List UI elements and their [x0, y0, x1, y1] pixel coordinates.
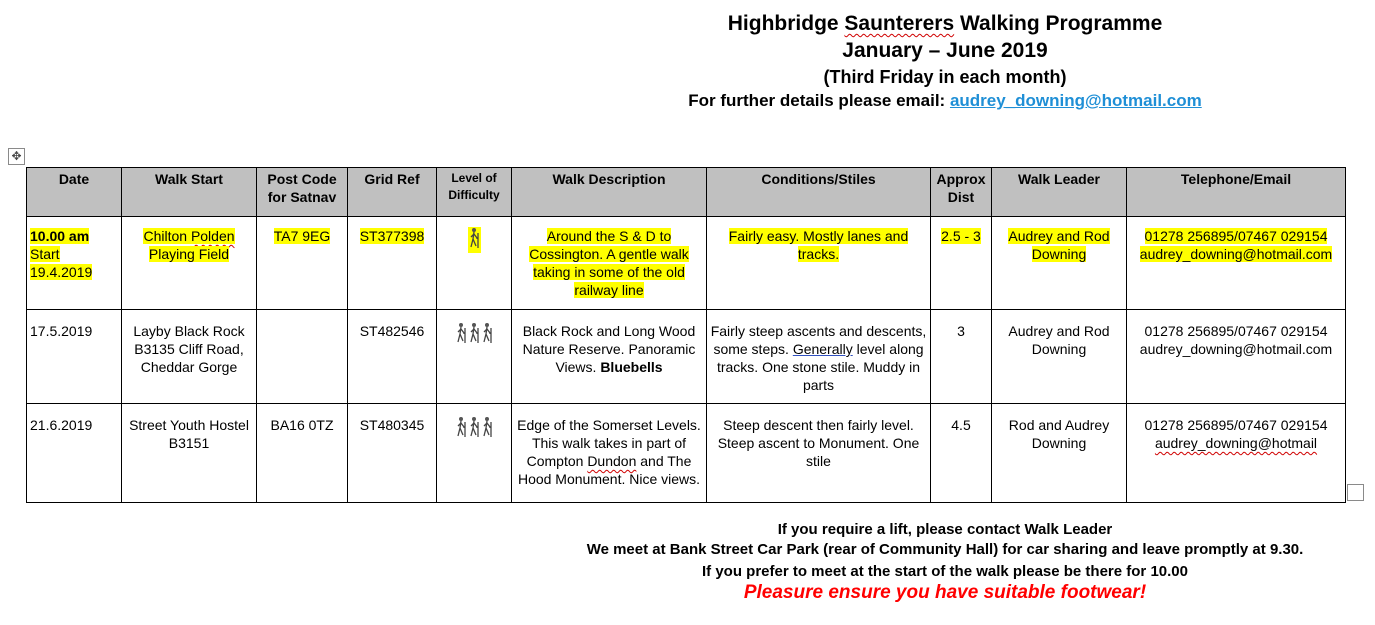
walk-start-label: Start — [30, 246, 60, 262]
table-resize-handle[interactable] — [1347, 484, 1364, 501]
email: audrey_downing@hotmail.com — [1139, 246, 1333, 262]
cell-distance: 3 — [931, 310, 992, 404]
phone: 01278 256895/07467 029154 — [1144, 228, 1328, 244]
difficulty-rating — [455, 322, 494, 348]
col-header-walk-start: Walk Start — [122, 168, 257, 217]
walk-start-part: Polden — [190, 228, 235, 244]
walk-start-part: B3151 — [168, 435, 210, 451]
col-header-description: Walk Description — [512, 168, 707, 217]
cell-distance — [931, 217, 992, 310]
cell-leader — [992, 217, 1127, 310]
title-prefix: Highbridge — [727, 12, 845, 35]
start-note: If you prefer to meet at the start of the walk please be there for 10.00 — [702, 563, 1188, 580]
phone: 01278 256895/07467 029154 — [1144, 417, 1328, 433]
cell-difficulty — [437, 404, 512, 503]
walker-icon — [455, 331, 468, 347]
cell-conditions: Steep descent then fairly level. Steep ascent to Monument. One stile — [707, 404, 931, 503]
distance: 2.5 - 3 — [941, 228, 981, 244]
table-row — [27, 217, 1346, 310]
phone: 01278 256895/07467 029154 — [1144, 323, 1328, 339]
cell-distance: 4.5 — [931, 404, 992, 503]
cell-postcode — [257, 310, 348, 404]
walker-icon — [481, 425, 494, 441]
email: audrey_downing@hotmail — [1154, 435, 1318, 451]
walk-start-part: Street Youth Hostel — [129, 417, 249, 433]
cell-leader: Audrey and Rod Downing — [992, 310, 1127, 404]
description-highlight: Bluebells — [600, 359, 663, 375]
walk-time: 10.00 am — [30, 228, 90, 244]
walk-start-part: Chilton — [143, 228, 191, 244]
col-header-leader: Walk Leader — [992, 168, 1127, 217]
move-handle-icon[interactable]: ✥ — [8, 148, 25, 165]
difficulty-rating — [455, 416, 494, 442]
contact-label: For further details please email: — [688, 91, 950, 110]
title-word-saunterers: Saunterers — [844, 12, 955, 35]
cell-description — [512, 310, 707, 404]
cell-contact — [1127, 217, 1346, 310]
cell-date: 21.6.2019 — [27, 404, 122, 503]
cell-contact — [1127, 404, 1346, 503]
lift-note: If you require a lift, please contact Walk Leader — [777, 521, 1113, 538]
contact-email-link[interactable]: audrey_downing@hotmail.com — [949, 91, 1202, 110]
col-header-distance: Approx Dist — [931, 168, 992, 217]
cell-description — [512, 217, 707, 310]
cell-walk-start: Layby Black Rock B3135 Cliff Road, Cheddar Gorge — [122, 310, 257, 404]
description-part: Edge of the Somerset Levels. This walk takes in part of Compton — [517, 417, 701, 469]
programme-period: January – June 2019 — [842, 39, 1048, 62]
table-row — [27, 310, 1346, 404]
leader: Audrey and Rod Downing — [1008, 228, 1110, 262]
description-part: Dundon — [587, 453, 637, 469]
description: Black Rock and Long Wood Nature Reserve. Panoramic Views. — [522, 323, 696, 375]
cell-gridref: ST480345 — [348, 404, 437, 503]
walker-icon — [481, 331, 494, 347]
page-title — [560, 12, 1330, 36]
table-header-row — [27, 168, 1346, 217]
footwear-warning: Pleasure ensure you have suitable footwear! — [743, 582, 1147, 603]
walker-icon — [455, 425, 468, 441]
cell-postcode: BA16 0TZ — [257, 404, 348, 503]
cell-walk-start — [122, 217, 257, 310]
conditions-part: Generally — [792, 341, 853, 357]
cell-description — [512, 404, 707, 503]
cell-postcode — [257, 217, 348, 310]
schedule-note: (Third Friday in each month) — [823, 67, 1067, 87]
postcode: TA7 9EG — [273, 228, 331, 244]
gridref: ST377398 — [359, 228, 425, 244]
meeting-note: We meet at Bank Street Car Park (rear of Community Hall) for car sharing and leave promptly at 9.30. — [586, 541, 1304, 558]
cell-conditions — [707, 217, 931, 310]
cell-difficulty — [437, 217, 512, 310]
walker-icon — [468, 236, 481, 252]
cell-gridref: ST482546 — [348, 310, 437, 404]
cell-leader: Rod and Audrey Downing — [992, 404, 1127, 503]
walk-date: 19.4.2019 — [30, 264, 93, 280]
cell-contact — [1127, 310, 1346, 404]
cell-date — [27, 217, 122, 310]
col-header-postcode: Post Code for Satnav — [257, 168, 348, 217]
cell-conditions — [707, 310, 931, 404]
walker-icon — [468, 331, 481, 347]
cell-walk-start — [122, 404, 257, 503]
email: audrey_downing@hotmail.com — [1139, 341, 1333, 357]
col-header-gridref: Grid Ref — [348, 168, 437, 217]
cell-difficulty — [437, 310, 512, 404]
walker-icon — [468, 425, 481, 441]
conditions: Fairly easy. Mostly lanes and tracks. — [728, 228, 909, 262]
conditions-part: level along tracks. One stone stile. Muddy in parts — [716, 341, 924, 393]
table-row — [27, 404, 1346, 503]
difficulty-rating — [468, 227, 481, 253]
conditions-part: Fairly steep ascents and descents, some steps. — [710, 323, 927, 357]
cell-gridref — [348, 217, 437, 310]
title-suffix: Walking Programme — [954, 12, 1163, 35]
contact-line — [560, 91, 1330, 111]
description-part: and The Hood Monument. Nice views. — [517, 453, 701, 487]
col-header-date: Date — [27, 168, 122, 217]
col-header-conditions: Conditions/Stiles — [707, 168, 931, 217]
walk-start-part: Playing Field — [148, 246, 230, 262]
cell-date: 17.5.2019 — [27, 310, 122, 404]
description: Around the S & D to Cossington. A gentle walk taking in some of the old railway line — [529, 228, 689, 298]
col-header-difficulty: Level of Difficulty — [437, 168, 512, 217]
walking-programme-table — [26, 167, 1346, 503]
col-header-contact: Telephone/Email — [1127, 168, 1346, 217]
